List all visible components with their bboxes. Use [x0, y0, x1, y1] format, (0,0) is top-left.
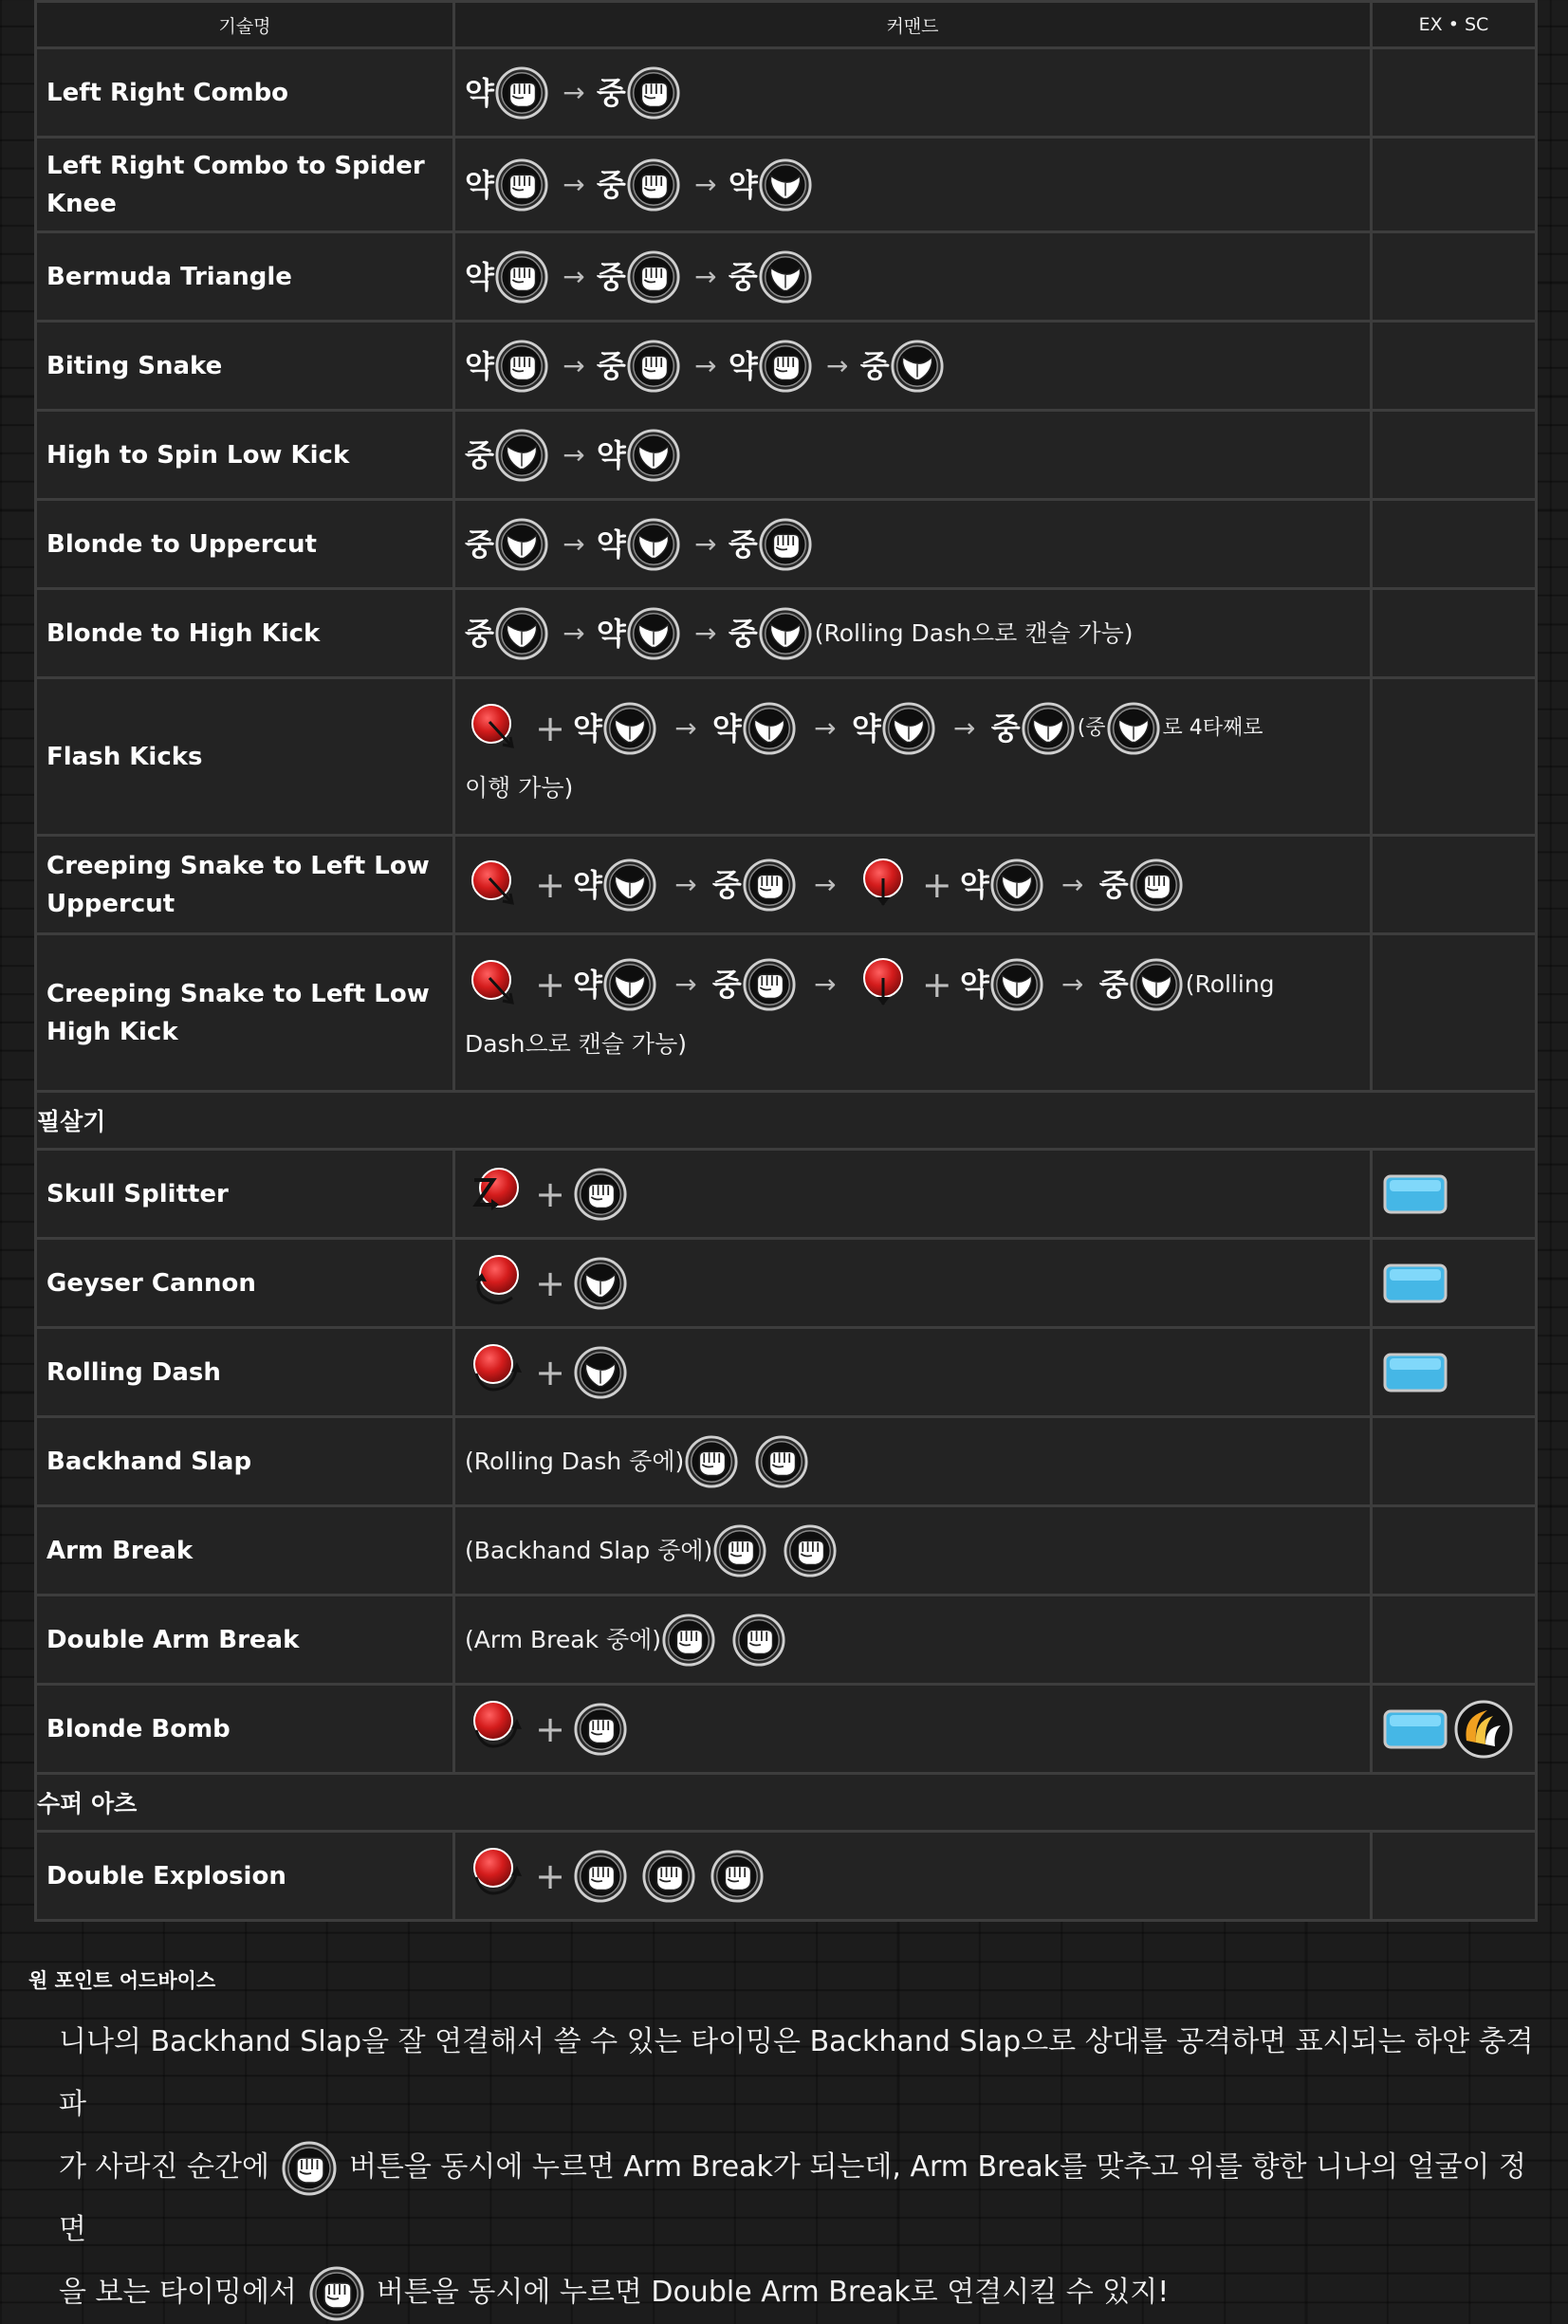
table-row: [36, 934, 1537, 1092]
table-row: [36, 678, 1537, 836]
header-command: 커맨드: [454, 2, 1372, 48]
arrow-icon: →: [674, 711, 697, 744]
kick-button-icon: [602, 858, 657, 913]
table-row: [36, 1506, 1537, 1595]
ex-sc-cell: [1372, 589, 1537, 678]
table-row: [36, 48, 1537, 138]
arrow-icon: →: [1061, 868, 1084, 900]
plus-icon: +: [535, 1262, 565, 1304]
punch-button-icon: [758, 517, 813, 572]
move-command: [454, 1506, 1372, 1595]
arrow-icon: →: [563, 76, 585, 108]
medium-label: 중: [1098, 866, 1129, 903]
command-note: (Rolling Dash 중에): [465, 1447, 685, 1475]
arrow-icon: →: [563, 438, 585, 470]
weak-label: 약: [465, 258, 494, 295]
move-name: Backhand Slap: [36, 1417, 454, 1506]
header-move-name: 기술명: [36, 2, 454, 48]
kick-button-icon: [742, 701, 797, 756]
punch-button-icon: [308, 2265, 365, 2322]
arrow-icon: →: [674, 968, 697, 1000]
ex-sc-cell: [1372, 500, 1537, 589]
table-row: [36, 411, 1537, 500]
punch-button-icon: [783, 1523, 838, 1578]
weak-label: 약: [596, 526, 626, 563]
arrow-icon: →: [694, 617, 717, 649]
table-row: [36, 138, 1537, 232]
move-command: [454, 678, 1372, 836]
kick-button-icon: [1021, 701, 1076, 756]
move-command: [454, 1685, 1372, 1774]
table-row: [36, 232, 1537, 322]
kick-button-icon: [626, 517, 681, 572]
move-name: Flash Kicks: [36, 678, 454, 836]
weak-label: 약: [465, 347, 494, 384]
joystick-quarter-circle-forward-icon: [465, 1341, 527, 1404]
advice-line: 을 보는 타이밍에서 버튼을 동시에 누르면 Double Arm Break로 연결시킬 수 있지!: [59, 2261, 1539, 2324]
arrow-icon: →: [694, 527, 717, 560]
table-row: [36, 500, 1537, 589]
section-title: 수퍼 아츠: [36, 1774, 1537, 1832]
weak-label: 약: [573, 966, 602, 1003]
move-name: Bermuda Triangle: [36, 232, 454, 322]
kick-button-icon: [989, 858, 1044, 913]
punch-button-icon: [712, 1523, 767, 1578]
punch-button-icon: [494, 65, 549, 120]
ex-gauge-icon: [1382, 1173, 1448, 1215]
section-title: 필살기: [36, 1092, 1537, 1150]
arrow-icon: →: [563, 527, 585, 560]
command-note: (Rolling: [1185, 969, 1275, 998]
joystick-quarter-circle-forward-icon: [465, 1698, 527, 1761]
command-note: Dash으로 캔슬 가능): [465, 1029, 687, 1058]
arrow-icon: →: [814, 868, 837, 900]
arrow-icon: →: [1061, 968, 1084, 1000]
ex-gauge-icon: [1382, 1708, 1448, 1750]
move-name: Double Explosion: [36, 1832, 454, 1921]
punch-button-icon: [626, 339, 681, 394]
medium-label: 중: [596, 166, 626, 203]
punch-button-icon: [573, 1702, 628, 1757]
punch-button-icon: [626, 249, 681, 304]
plus-icon: +: [535, 707, 565, 749]
kick-button-icon: [573, 1256, 628, 1311]
advice-title: 원 포인트 어드바이스: [28, 1969, 216, 1992]
move-command: [454, 1328, 1372, 1417]
punch-button-icon: [754, 1434, 809, 1489]
medium-label: 중: [728, 615, 758, 652]
kick-button-icon: [573, 1345, 628, 1400]
weak-label: 약: [851, 710, 881, 747]
move-name: Blonde Bomb: [36, 1685, 454, 1774]
sc-gauge-icon: [1453, 1699, 1514, 1760]
arrow-icon: →: [674, 868, 697, 900]
medium-label: 중: [990, 710, 1021, 747]
ex-sc-cell: [1372, 48, 1537, 138]
kick-button-icon: [602, 701, 657, 756]
command-note: 로 4타째로: [1162, 715, 1264, 740]
move-list-table: [34, 0, 1538, 1922]
move-command: [454, 836, 1372, 934]
medium-label: 중: [1098, 966, 1129, 1003]
move-name: Skull Splitter: [36, 1150, 454, 1239]
weak-label: 약: [959, 866, 989, 903]
ex-sc-cell: [1372, 678, 1537, 836]
section-header-special: [36, 1092, 1537, 1150]
ex-sc-cell: [1372, 1239, 1537, 1328]
table-row: [36, 836, 1537, 934]
punch-button-icon: [626, 65, 681, 120]
table-row: [36, 322, 1537, 411]
medium-label: 중: [728, 526, 758, 563]
ex-sc-cell: [1372, 1506, 1537, 1595]
move-command: [454, 1832, 1372, 1921]
command-note: (Backhand Slap 중에): [465, 1536, 713, 1564]
punch-button-icon: [573, 1167, 628, 1222]
punch-button-icon: [1129, 858, 1184, 913]
command-note: 이행 가능): [465, 773, 574, 802]
move-command: [454, 232, 1372, 322]
table-row: [36, 1595, 1537, 1685]
ex-sc-cell: [1372, 1685, 1537, 1774]
table-row: [36, 1832, 1537, 1921]
ex-sc-cell: [1372, 1417, 1537, 1506]
move-name: Geyser Cannon: [36, 1239, 454, 1328]
weak-label: 약: [573, 710, 602, 747]
ex-sc-cell: [1372, 1328, 1537, 1417]
weak-label: 약: [465, 74, 494, 111]
arrow-icon: →: [694, 168, 717, 200]
medium-label: 중: [711, 866, 742, 903]
plus-icon: +: [535, 1172, 565, 1215]
command-note: (Arm Break 중에): [465, 1625, 662, 1653]
kick-button-icon: [494, 517, 549, 572]
move-command: [454, 589, 1372, 678]
ex-gauge-icon: [1382, 1263, 1448, 1304]
move-name: Double Arm Break: [36, 1595, 454, 1685]
plus-icon: +: [535, 1351, 565, 1393]
weak-label: 약: [573, 866, 602, 903]
kick-button-icon: [758, 157, 813, 212]
move-name: Biting Snake: [36, 322, 454, 411]
weak-label: 약: [728, 347, 758, 384]
plus-icon: +: [535, 1707, 565, 1750]
section-header-super: [36, 1774, 1537, 1832]
move-command: [454, 1595, 1372, 1685]
plus-icon: +: [535, 963, 565, 1005]
punch-button-icon: [641, 1849, 696, 1904]
medium-label: 중: [465, 436, 494, 473]
medium-label: 중: [711, 966, 742, 1003]
punch-button-icon: [494, 157, 549, 212]
kick-button-icon: [1129, 957, 1184, 1012]
ex-sc-cell: [1372, 836, 1537, 934]
kick-button-icon: [626, 428, 681, 483]
punch-button-icon: [731, 1613, 786, 1668]
move-name: High to Spin Low Kick: [36, 411, 454, 500]
joystick-quarter-circle-forward-icon: [465, 1845, 527, 1908]
kick-button-icon: [881, 701, 936, 756]
punch-button-icon: [758, 339, 813, 394]
move-command: [454, 322, 1372, 411]
punch-button-icon: [281, 2140, 338, 2197]
ex-sc-cell: [1372, 322, 1537, 411]
punch-button-icon: [684, 1434, 739, 1489]
plus-icon: +: [921, 863, 952, 906]
punch-button-icon: [626, 157, 681, 212]
ex-sc-cell: [1372, 1832, 1537, 1921]
table-row: [36, 1328, 1537, 1417]
ex-gauge-icon: [1382, 1352, 1448, 1393]
weak-label: 약: [711, 710, 742, 747]
ex-sc-cell: [1372, 1150, 1537, 1239]
kick-button-icon: [989, 957, 1044, 1012]
move-command: [454, 1417, 1372, 1506]
ex-sc-cell: [1372, 1595, 1537, 1685]
joystick-down-icon: [852, 953, 914, 1016]
kick-button-icon: [626, 606, 681, 661]
weak-label: 약: [596, 615, 626, 652]
punch-button-icon: [710, 1849, 765, 1904]
medium-label: 중: [596, 74, 626, 111]
ex-sc-cell: [1372, 232, 1537, 322]
medium-label: 중: [596, 347, 626, 384]
move-command: [454, 411, 1372, 500]
arrow-icon: →: [563, 168, 585, 200]
move-name: Blonde to Uppercut: [36, 500, 454, 589]
move-command: [454, 138, 1372, 232]
arrow-icon: →: [814, 968, 837, 1000]
arrow-icon: →: [563, 260, 585, 292]
punch-button-icon: [494, 339, 549, 394]
punch-button-icon: [573, 1849, 628, 1904]
table-row: [36, 589, 1537, 678]
punch-button-icon: [742, 957, 797, 1012]
move-command: [454, 1150, 1372, 1239]
move-name: Creeping Snake to Left Low High Kick: [36, 934, 454, 1092]
arrow-icon: →: [826, 349, 849, 381]
advice-body: [59, 2011, 1539, 2324]
medium-label: 중: [465, 526, 494, 563]
kick-button-icon: [602, 957, 657, 1012]
table-row: [36, 1685, 1537, 1774]
joystick-down-icon: [852, 854, 914, 916]
arrow-icon: →: [694, 349, 717, 381]
command-note: (Rolling Dash으로 캔슬 가능): [814, 618, 1134, 647]
ex-sc-cell: [1372, 138, 1537, 232]
plus-icon: +: [921, 963, 952, 1005]
kick-button-icon: [758, 606, 813, 661]
table-row: [36, 1150, 1537, 1239]
move-name: Arm Break: [36, 1506, 454, 1595]
move-name: Left Right Combo: [36, 48, 454, 138]
punch-button-icon: [742, 858, 797, 913]
move-command: [454, 500, 1372, 589]
arrow-icon: →: [563, 617, 585, 649]
weak-label: 약: [959, 966, 989, 1003]
kick-button-icon: [494, 606, 549, 661]
punch-button-icon: [494, 249, 549, 304]
table-row: [36, 1239, 1537, 1328]
joystick-down-back-icon: [465, 953, 527, 1016]
medium-label: 중: [728, 258, 758, 295]
medium-label: 중: [465, 615, 494, 652]
arrow-icon: →: [694, 260, 717, 292]
ex-sc-cell: [1372, 411, 1537, 500]
header-ex-sc: EX • SC: [1372, 2, 1537, 48]
joystick-z-motion-icon: [465, 1163, 527, 1226]
joystick-quarter-circle-back-icon: [465, 1252, 527, 1315]
medium-label: 중: [859, 347, 890, 384]
table-row: [36, 1417, 1537, 1506]
table-header-row: [36, 2, 1537, 48]
weak-label: 약: [596, 436, 626, 473]
advice-line: 가 사라진 순간에 버튼을 동시에 누르면 Arm Break가 되는데, Arm Break를 맞추고 위를 향한 니나의 얼굴이 정면: [59, 2136, 1539, 2261]
move-command: [454, 934, 1372, 1092]
command-note: (중: [1077, 715, 1106, 740]
joystick-down-back-icon: [465, 697, 527, 760]
move-command: [454, 48, 1372, 138]
arrow-icon: →: [953, 711, 976, 744]
plus-icon: +: [535, 863, 565, 906]
joystick-down-back-icon: [465, 854, 527, 916]
advice-line: 니나의 Backhand Slap을 잘 연결해서 쓸 수 있는 타이밍은 Backhand Slap으로 상대를 공격하면 표시되는 하얀 충격파: [59, 2025, 1534, 2121]
medium-label: 중: [596, 258, 626, 295]
move-name: Left Right Combo to Spider Knee: [36, 138, 454, 232]
move-name: Creeping Snake to Left Low Uppercut: [36, 836, 454, 934]
weak-label: 약: [465, 166, 494, 203]
punch-button-icon: [661, 1613, 716, 1668]
arrow-icon: →: [563, 349, 585, 381]
kick-button-icon: [758, 249, 813, 304]
move-name: Blonde to High Kick: [36, 589, 454, 678]
ex-sc-cell: [1372, 934, 1537, 1092]
move-name: Rolling Dash: [36, 1328, 454, 1417]
kick-button-icon: [494, 428, 549, 483]
move-command: [454, 1239, 1372, 1328]
kick-button-icon: [890, 339, 945, 394]
arrow-icon: →: [814, 711, 837, 744]
plus-icon: +: [535, 1854, 565, 1897]
weak-label: 약: [728, 166, 758, 203]
kick-button-icon: [1106, 701, 1161, 756]
